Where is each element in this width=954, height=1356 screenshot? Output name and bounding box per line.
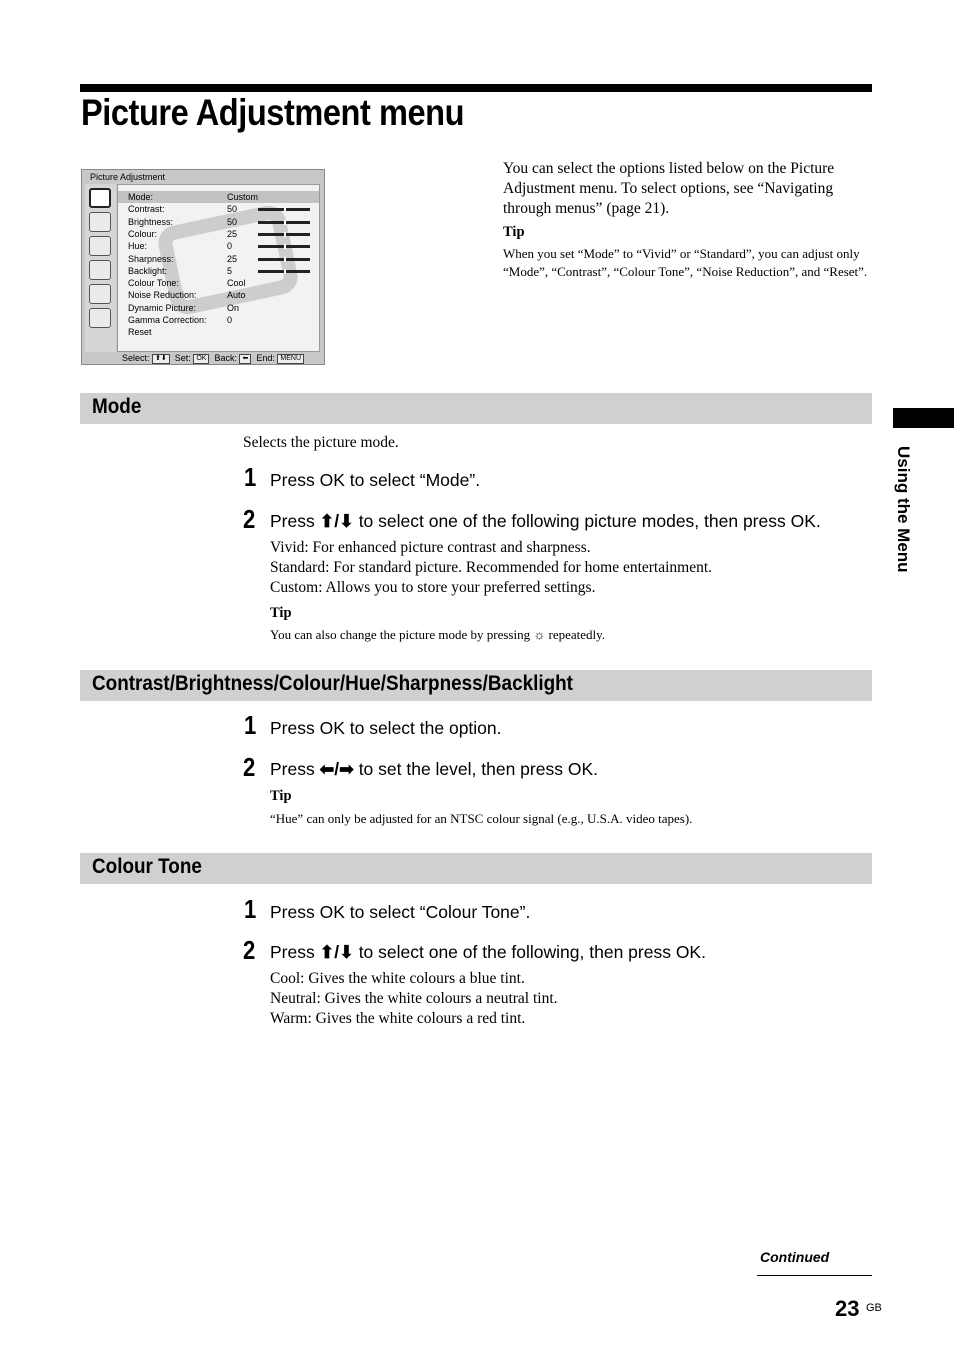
colour-tone-option: Warm: Gives the white colours a red tint. xyxy=(270,1010,526,1027)
menu-row-level-bar xyxy=(258,221,310,224)
menu-row-value: 0 xyxy=(227,241,233,252)
intro-tip-text: When you set “Mode” to “Vivid” or “Standard”, you can adjust only “Mode”, “Contrast”, “Colour Tone”, “Noise Reduction”, and “Reset”. xyxy=(503,246,868,279)
menu-row-value: 0 xyxy=(227,315,233,325)
intro-text: You can select the options listed below on the Picture Adjustment menu. To select options, see “Navigating through menus” (page 21). xyxy=(503,160,835,217)
contrast-tip-heading: Tip xyxy=(270,788,292,804)
step-text: to set the level, then press OK. xyxy=(358,759,598,779)
menu-row xyxy=(118,228,320,240)
section-header-mode xyxy=(80,393,872,424)
mode-option: Standard: For standard picture. Recommended for home entertainment. xyxy=(270,559,713,576)
colour-tone-option: Cool: Gives the white colours a blue tint. xyxy=(270,970,525,987)
setup-icon xyxy=(89,308,111,328)
colour-tone-step-1: Press OK to select “Colour Tone”. xyxy=(270,902,531,922)
menu-row-label: Noise Reduction: xyxy=(128,290,197,301)
menu-row xyxy=(118,191,320,203)
menu-row-value: Custom xyxy=(227,192,259,202)
mode-step-2 xyxy=(270,511,821,532)
menu-row-label: Backlight: xyxy=(128,265,168,276)
menu-row-level-bar xyxy=(258,208,310,211)
mode-tip-heading: Tip xyxy=(270,605,292,621)
features-icon xyxy=(89,260,111,280)
up-down-arrow-icon: ⬆/⬇ xyxy=(319,942,354,962)
up-down-key-icon: ⬆⬇ xyxy=(152,354,170,364)
section-heading: Colour Tone xyxy=(92,855,202,878)
step-text: Press xyxy=(270,759,315,779)
menu-row-value: 50 xyxy=(227,204,238,215)
menu-row xyxy=(118,302,320,314)
step-number: 1 xyxy=(244,710,257,740)
level-center-mark xyxy=(284,257,286,262)
menu-footer-back: Back: xyxy=(214,353,237,363)
menu-row xyxy=(118,240,320,252)
menu-row-label: Hue: xyxy=(128,241,148,252)
side-tab-marker xyxy=(893,408,954,428)
step-text: Press xyxy=(270,511,315,531)
step-text: Press xyxy=(270,942,315,962)
continued-label: Continued xyxy=(760,1249,830,1265)
menu-row xyxy=(118,326,320,338)
section-heading: Mode xyxy=(92,395,142,418)
step-number: 1 xyxy=(244,462,257,492)
menu-row-level-bar xyxy=(258,233,310,236)
page-title: Picture Adjustment menu xyxy=(81,92,465,133)
menu-key: MENU xyxy=(277,354,304,364)
intro-tip-heading: Tip xyxy=(503,224,525,240)
menu-row-label: Colour: xyxy=(128,228,158,239)
menu-row-level-bar xyxy=(258,245,310,248)
menu-row-label: Brightness: xyxy=(128,216,174,227)
picture-icon xyxy=(89,188,111,208)
step-text: to select one of the following, then press OK. xyxy=(358,942,706,962)
menu-row-label: Sharpness: xyxy=(128,253,174,264)
menu-row-label: Mode: xyxy=(128,192,154,202)
mode-tip-text xyxy=(270,627,605,643)
up-down-arrow-icon: ⬆/⬇ xyxy=(319,511,354,531)
menu-row-value: Auto xyxy=(227,290,246,301)
menu-row-label: Contrast: xyxy=(128,204,165,215)
tip-text: repeatedly. xyxy=(548,627,606,642)
menu-settings-panel xyxy=(117,184,320,352)
menu-footer-end: End: xyxy=(256,353,275,363)
timer-icon xyxy=(89,284,111,304)
menu-row-value: On xyxy=(227,302,240,313)
step-number: 2 xyxy=(243,935,256,965)
tip-text: You can also change the picture mode by pressing xyxy=(270,627,531,642)
step-number: 1 xyxy=(244,894,257,924)
colour-tone-option: Neutral: Gives the white colours a neutral tint. xyxy=(270,990,558,1007)
picture-mode-button-icon: ☼ xyxy=(533,627,546,642)
menu-row xyxy=(118,289,320,301)
colour-tone-step-2 xyxy=(270,942,706,963)
picture-adjustment-menu-screenshot xyxy=(81,169,325,365)
left-right-arrow-icon: ⬅/➡ xyxy=(319,759,354,779)
mode-option: Custom: Allows you to store your preferred settings. xyxy=(270,579,596,596)
menu-footer-select: Select: xyxy=(122,353,150,363)
mode-step-1: Press OK to select “Mode”. xyxy=(270,470,481,490)
page-number: 23 xyxy=(835,1296,860,1321)
step-number: 2 xyxy=(243,752,256,782)
side-section-label: Using the Menu xyxy=(894,446,913,573)
menu-row-label: Gamma Correction: xyxy=(128,315,207,325)
menu-row xyxy=(118,265,320,277)
ok-key: OK xyxy=(193,354,209,364)
page-number-suffix: GB xyxy=(866,1302,882,1314)
menu-row-value: 25 xyxy=(227,253,238,264)
mode-description: Selects the picture mode. xyxy=(243,434,399,451)
menu-row-value: 25 xyxy=(227,228,238,239)
step-text: to select one of the following picture modes, then press OK. xyxy=(358,511,821,531)
menu-screen-title: Picture Adjustment xyxy=(90,172,166,182)
menu-row xyxy=(118,277,320,289)
title-rule xyxy=(80,84,872,92)
sound-icon xyxy=(89,212,111,232)
menu-row xyxy=(118,216,320,228)
section-heading: Contrast/Brightness/Colour/Hue/Sharpness/Backlight xyxy=(92,672,573,695)
level-center-mark xyxy=(284,244,286,249)
menu-row-level-bar xyxy=(258,270,310,273)
level-center-mark xyxy=(284,269,286,274)
menu-row-value: 50 xyxy=(227,216,238,227)
screen-icon xyxy=(89,236,111,256)
menu-footer xyxy=(122,353,304,364)
menu-row xyxy=(118,253,320,265)
contrast-step-1: Press OK to select the option. xyxy=(270,718,502,738)
menu-row xyxy=(118,314,320,326)
menu-row-label: Colour Tone: xyxy=(128,278,179,289)
level-center-mark xyxy=(284,220,286,225)
menu-row xyxy=(118,203,320,215)
contrast-step-2 xyxy=(270,759,598,780)
menu-footer-set: Set: xyxy=(174,353,191,363)
section-header-colour-tone xyxy=(80,853,872,884)
continued-rule xyxy=(757,1275,872,1276)
level-center-mark xyxy=(284,232,286,237)
section-header-contrast xyxy=(80,670,872,701)
mode-option: Vivid: For enhanced picture contrast and sharpness. xyxy=(270,539,591,556)
menu-row-label: Reset xyxy=(128,327,152,338)
menu-row-label: Dynamic Picture: xyxy=(128,302,197,313)
level-center-mark xyxy=(284,207,286,212)
menu-row-value: Cool xyxy=(227,278,246,289)
contrast-tip-text: “Hue” can only be adjusted for an NTSC colour signal (e.g., U.S.A. video tapes). xyxy=(270,811,693,826)
back-key-icon: ⬅ xyxy=(239,354,251,364)
menu-row-value: 5 xyxy=(227,265,233,276)
menu-row-level-bar xyxy=(258,258,310,261)
step-number: 2 xyxy=(243,504,256,534)
menu-icon-column xyxy=(85,184,116,352)
